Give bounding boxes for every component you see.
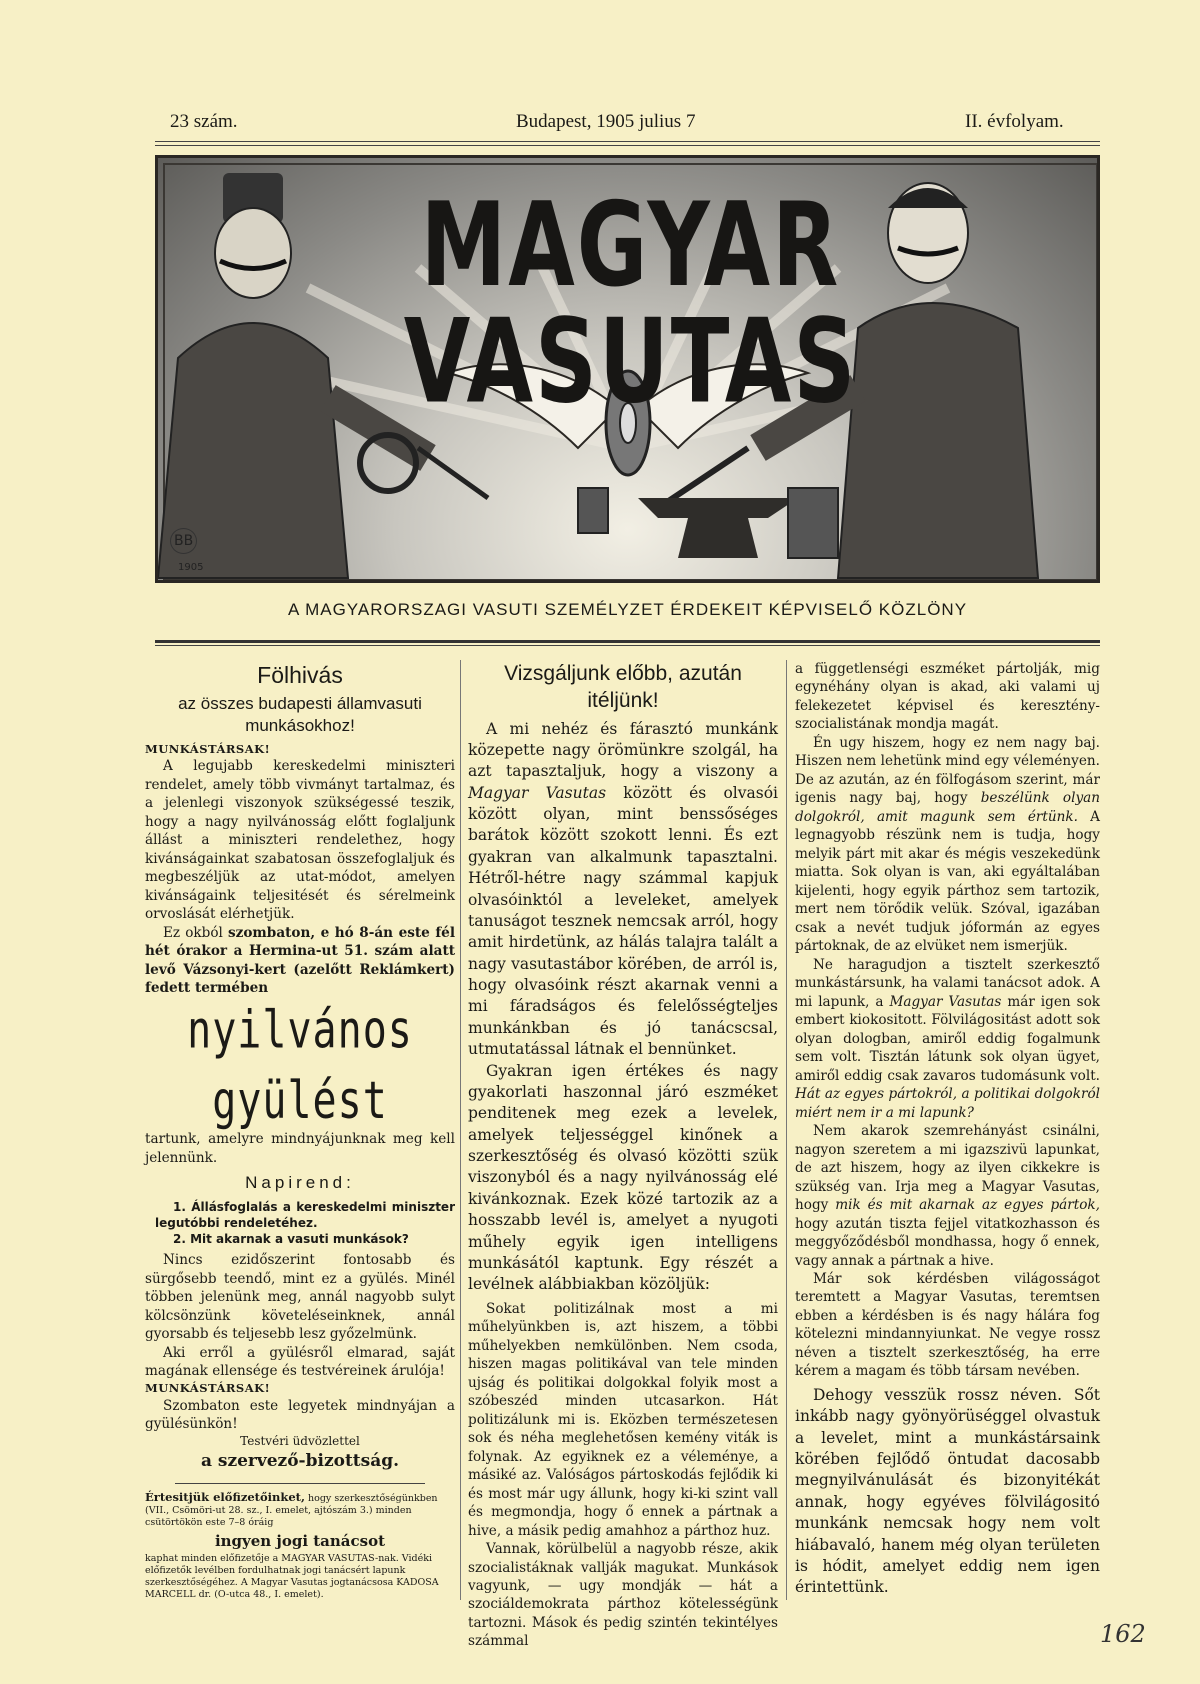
legal-notice-text: kaphat minden előfizetője a MAGYAR VASUTAS-nak. Vidéki előfizetők levélben fordulhatnak jogi tanácsért lapunk szerkesztőségéhez. A Magyar Vasutas jogtanácsosa KADOSA MARCELL dr. (O-utca 48., I. emelet). [145,1552,439,1600]
column-divider [786,660,787,1600]
text-run-italic: Magyar Vasutas [889,993,1002,1010]
column-vizsgaljunk [468,660,778,1651]
masthead-subtitle: A MAGYARORSZAGI VASUTI SZEMÉLYZET ÉRDEKEIT KÉPVISELŐ KÖZLÖNY [287,600,968,619]
article-title: Vizsgáljunk előbb, azután itéljünk! [504,662,742,713]
press-icon [788,488,838,558]
paragraph [145,924,455,998]
masthead-title: MAGYAR VASUTAS [403,178,858,430]
paragraph: Aki erről a gyülésről elmarad, saját magának ellensége és testvéreinek árulója! [145,1344,455,1380]
greeting: Testvéri üdvözlettel [240,1434,360,1449]
notice-lead: Értesitjük előfizetőinket, [145,1489,305,1504]
meeting-details: szombaton, e hó 8-án este fél hét órakor a Hermina-ut 51. szám alatt levő Vázsonyi-kert (azelőtt Reklámkert) fedett termében [145,924,455,997]
paragraph [795,1122,1100,1270]
column-fölhivás [145,660,455,1600]
article-subtitle: az összes budapesti államvasuti munkásokhoz! [178,694,422,735]
text-run-italic: Magyar Vasutas [468,783,607,802]
text-run: A mi nehéz és fárasztó munkánk közepette nagy örömünkre szolgál, ha azt tapasztaljuk, hogy a viszony a [468,719,778,781]
agenda-item: 2. Mit akarnak a vasuti munkások? [173,1232,409,1247]
signature: a szervező-bizottság. [200,1450,400,1471]
divider [175,1483,425,1484]
section-rule-2 [155,645,1100,646]
legal-notice-headline: ingyen jogi tanácsot [214,1531,386,1550]
text-run: Nem akarok szemrehányást csinálni, nagyon szeretem a mi igazszivü lapunkat, de azt hiszem, hogy az ilyen cikkekre is szükség van. Irja meg a Magyar Vasutas, hogy [795,1123,1100,1214]
lantern-icon [578,488,608,533]
paragraph: A legujabb kereskedelmi miniszteri rendelet, amely több vivmányt tartalmaz, és a jelenlegi viszonyok szükségessé teszik, hogy a nagy nyilvánosság előtt foglaljunk állást a miniszteri rendelethez, hogy kivánságainkat szabatosan összefoglaljuk és megbeszéljük az utat-módot, amelyen kivánságaink teljesitését és sérelmeink orvoslását elérhetjük. [145,758,455,923]
salutation: MUNKÁSTÁRSAK! [145,1380,271,1395]
artist-monogram: BB [170,528,197,554]
column-continuation [795,660,1100,1599]
paragraph [468,719,778,1061]
text-run: Én ugy hiszem, hogy ez nem nagy baj. Hiszen nem lehetünk mind egy véleményen. De az azután, az én fölfogásom szerint, már igenis nagy baj, hogy [795,734,1100,807]
text-run: már igen sok embert kiokositott. Fölvilágositást adott sok olyan dologban, amiről eddig fogalmunk sem volt. Tisztán látunk sok olyan ügyet, amiről eddig csak zavaros tudomásunk volt. [795,993,1100,1084]
paragraph: Már sok kérdésben világosságot teremtett a Magyar Vasutas, teremtsen ebben a kérdésben is és nagy hálára fog kötelezni mindannyiunkat. Ne vegye rossz néven a tisztelt szerkesztőség, ha erre kérem a magam és több társam nevében. [795,1270,1100,1380]
legal-notice [145,1490,455,1529]
column-divider [460,660,461,1600]
text-run: között és olvasói között olyan, mint benssőséges barátok között szokott lenni. És ezt gyakran van alkalmunk tapasztalni. Hétről-hétre nagy számmal kapjuk olvasóinktól a leveleket, amelyek tanuságot tesznek nemcsak arról, hogy amit hirdetünk, az hálás talajra talált a nagy vasutastábor körében, de arról is, hogy olvasóink részt akarnak venni a mi fáradságos és felelősségteljes munkánkban és jó tanácscsal, utmutatással látnak el bennünket. [468,783,778,1059]
artist-year: 1905 [178,562,204,573]
text-run: Ne haragudjon a tisztelt szerkesztő munkástársunk, ha valami tanácsot adok. A mi lapunk, a [795,956,1100,1010]
page-number-handwritten: 162 [1100,1620,1146,1648]
text-run: hogy azután tiszta fejjel vitatkozhasson és meggyőződésből mondhassa, hogy ő ennek, vagy annak a pártnak a hive. [795,1215,1100,1269]
agenda-item: 1. Állásfoglalás a kereskedelmi miniszter legutóbbi rendeletéhez. [155,1199,455,1230]
paragraph [795,956,1100,1122]
paragraph: Szombaton este legyetek mindnyájan a gyülésünkön! [145,1397,455,1432]
text-run: Ez okból [163,924,228,941]
masthead-illustration [155,155,1100,583]
text-run-italic: beszélünk olyan dolgokról, amit magunk sem értünk. [795,790,1100,825]
volume-number: II. évfolyam. [965,111,1064,132]
text-run: A legnagyobb részünk nem is tudja, hogy melyik párt mit akar és mégis veszekedünk miatta. Sok olyan is van, aki egyáltalában kijelenti, hogy egyik párthoz sem tartozik, mert nem törődik velük. Szóval, igazában csak a nevét tudjuk jóformán az egyes pártoknak, de az elvüket nem ismerjük. [795,808,1101,955]
salutation: MUNKÁSTÁRSAK! [145,741,271,756]
issue-number: 23 szám. [170,111,238,132]
meeting-headline: nyilvános gyülést [187,1000,413,1132]
header-rule [155,141,1100,142]
paragraph: tartunk, amelyre mindnyájunknak meg kell jelennünk. [145,1131,455,1166]
article-title: Fölhivás [257,662,343,688]
agenda-heading: Napirend: [245,1173,355,1193]
section-rule [155,640,1100,643]
text-run-italic: Hát az egyes pártokról, a politikai dolgokról miért nem ir a mi lapunk? [795,1086,1100,1121]
paragraph [795,734,1100,956]
paragraph: Vannak, körülbelül a nagyobb része, akik szocialistáknak vallják magukat. Munkások vagyunk, — ugy mondják — hát a szociáldemokrata párthoz kötelességünk tartozni. Mások és pedig szintén tekintélyes számmal [468,1541,778,1650]
issue-date: Budapest, 1905 julius 7 [516,111,696,132]
anvil-icon [638,498,798,558]
text-run-italic: mik és mit akarnak az egyes pártok, [835,1197,1100,1214]
paragraph: Nincs ezidőszerint fontosabb és sürgősebb teendő, mint ez a gyülés. Minél többen jelenünk meg, annál nagyobb sulyt kölcsönzünk követeléseinknek, annál gyorsabb és teljesebb lesz győzelmünk. [145,1252,455,1343]
header-rule-2 [155,145,1100,146]
notice-text: hogy szerkesztőségünkben (VII., Csömöri-ut 28. sz., I. emelet, ajtószám 3.) minden csütörtökön este 7–8 óráig [145,1492,438,1528]
paragraph: Sokat politizálnak most a mi műhelyünkben is, azt hiszem, a többi műhelyekben nemkülönben. Nem csoda, hiszen magas politikával van tele minden ujság és politikai dolgokkal folyik most a szóbeszéd minden utcasarkon. Hát politizálunk mi is. Eközben természetesen sok és néha meglehetősen kemény viták is folynak. Az egyiknek ez a véleménye, a másiké az. Valóságos pártoskodás fejlődik ki és most már ugy állunk, hogy ki-ki szint vall és megmondja, hogy ő ennek a pártnak a hive, a másik pedig amahhoz a párthoz huz. [468,1300,778,1539]
paragraph: Gyakran igen értékes és nagy gyakorlati haszonnal járó eszméket penditenek meg ezek a levelek, amelyek teljességgel kinőnek a szerkesztőség és olvasó közötti szük viszonyból és a nagy nyilvánosság elé kivánkoznak. Ezek közé tartozik az a hosszabb levél is, amelyet a nyugoti műhely egyik igen intelligens munkásától kaptunk. Egy részét a levélnek alábbiakban közöljük: [468,1061,778,1294]
paragraph: a függetlenségi eszméket pártolják, mig egynéhány olyan is akad, aki valami uj felekezetet képvisel és keresztény-szocialistának mondja magát. [795,661,1100,733]
editor-reply: Dehogy vesszük rossz néven. Sőt inkább nagy gyönyörüséggel olvastuk a levelet, mint a munkástársaink körében fejlődő öntudat dacosabb megnyilvánulását és bizonyitékát annak, hogy egyéves fölvilágositó munkánk nemcsak hogy nem volt hiábavaló, hanem még olyan területen is hódit, amelyet eddig nem igen érintettünk. [795,1385,1100,1597]
